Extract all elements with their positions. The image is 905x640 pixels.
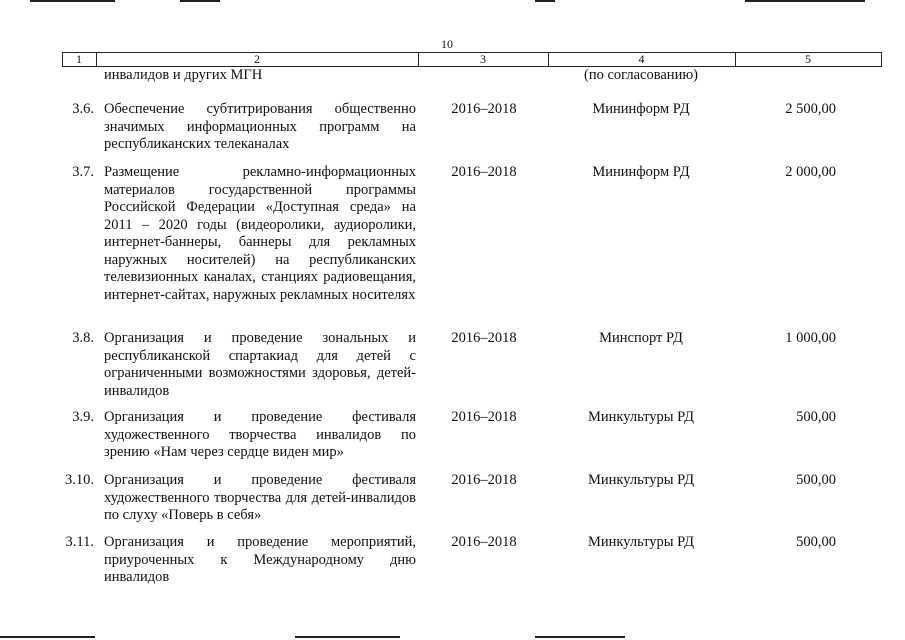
row-executor: Минкультуры РД xyxy=(587,534,695,550)
row-executor: Мининформ РД xyxy=(592,164,690,180)
row-description: Организация и проведение мероприятий, приуроченных к Международному дню инвалидов xyxy=(104,534,416,585)
scan-edge-bottom-left xyxy=(0,636,95,638)
continuation-executor: (по согласованию) xyxy=(584,67,698,83)
row-number: 3.7. xyxy=(72,164,94,180)
scan-edge-bottom-mid xyxy=(295,636,400,638)
row-period: 2016–2018 xyxy=(451,409,517,425)
row-period: 2016–2018 xyxy=(451,330,517,346)
row-description: Размещение рекламно-информационных материалов государственной программы Российской Федерации «Доступная среда» на 2011 – 2020 годы (видеоролики, аудиоролики, интернет-баннеры, баннеры для рекламных наружных носителей) на республиканских телевизионных каналах, станциях радиовещания, интернет-сайтах, наружных рекламных носителях xyxy=(104,164,416,303)
scan-edge-top-right xyxy=(535,0,555,2)
scan-edge-top-left xyxy=(30,0,115,2)
row-amount: 1 000,00 xyxy=(785,330,836,346)
row-executor: Минспорт РД xyxy=(599,330,683,346)
row-amount: 500,00 xyxy=(796,534,836,550)
scan-edge-bottom-right xyxy=(535,636,625,638)
row-number: 3.8. xyxy=(72,330,94,346)
row-description: Организация и проведение зональных и республиканской спартакиад для детей с ограниченными возможностями здоровья, детей-инвалидов xyxy=(104,330,416,399)
row-period: 2016–2018 xyxy=(451,534,517,550)
row-amount: 500,00 xyxy=(796,409,836,425)
page-number: 10 xyxy=(441,37,453,51)
row-amount: 2 000,00 xyxy=(785,164,836,180)
row-number: 3.6. xyxy=(72,101,94,117)
column-header-4: 4 xyxy=(638,52,645,66)
row-description: Организация и проведение фестиваля художественного творчества инвалидов по зрению «Нам через сердце виден мир» xyxy=(104,409,416,460)
scan-edge-top-far xyxy=(745,0,865,2)
column-header-2: 2 xyxy=(254,52,260,66)
row-description: Организация и проведение фестиваля художественного творчества для детей-инвалидов по слуху «Поверь в себя» xyxy=(104,472,416,523)
row-number: 3.10. xyxy=(65,472,94,488)
row-amount: 2 500,00 xyxy=(785,101,836,117)
column-header-1: 1 xyxy=(76,52,82,66)
column-header-5: 5 xyxy=(805,52,811,66)
column-header-3: 3 xyxy=(480,52,486,66)
row-amount: 500,00 xyxy=(796,472,836,488)
scan-edge-top-mid xyxy=(180,0,220,2)
row-number: 3.11. xyxy=(65,534,94,550)
continuation-description: инвалидов и других МГН xyxy=(104,67,263,83)
row-executor: Мининформ РД xyxy=(592,101,690,117)
row-number: 3.9. xyxy=(72,409,94,425)
row-period: 2016–2018 xyxy=(451,472,517,488)
row-period: 2016–2018 xyxy=(451,101,517,117)
row-period: 2016–2018 xyxy=(451,164,517,180)
row-executor: Минкультуры РД xyxy=(587,409,695,425)
row-executor: Минкультуры РД xyxy=(587,472,695,488)
column-divider xyxy=(881,52,882,66)
row-description: Обеспечение субтитрирования общественно значимых информационных программ на республиканских телеканалах xyxy=(104,101,416,152)
